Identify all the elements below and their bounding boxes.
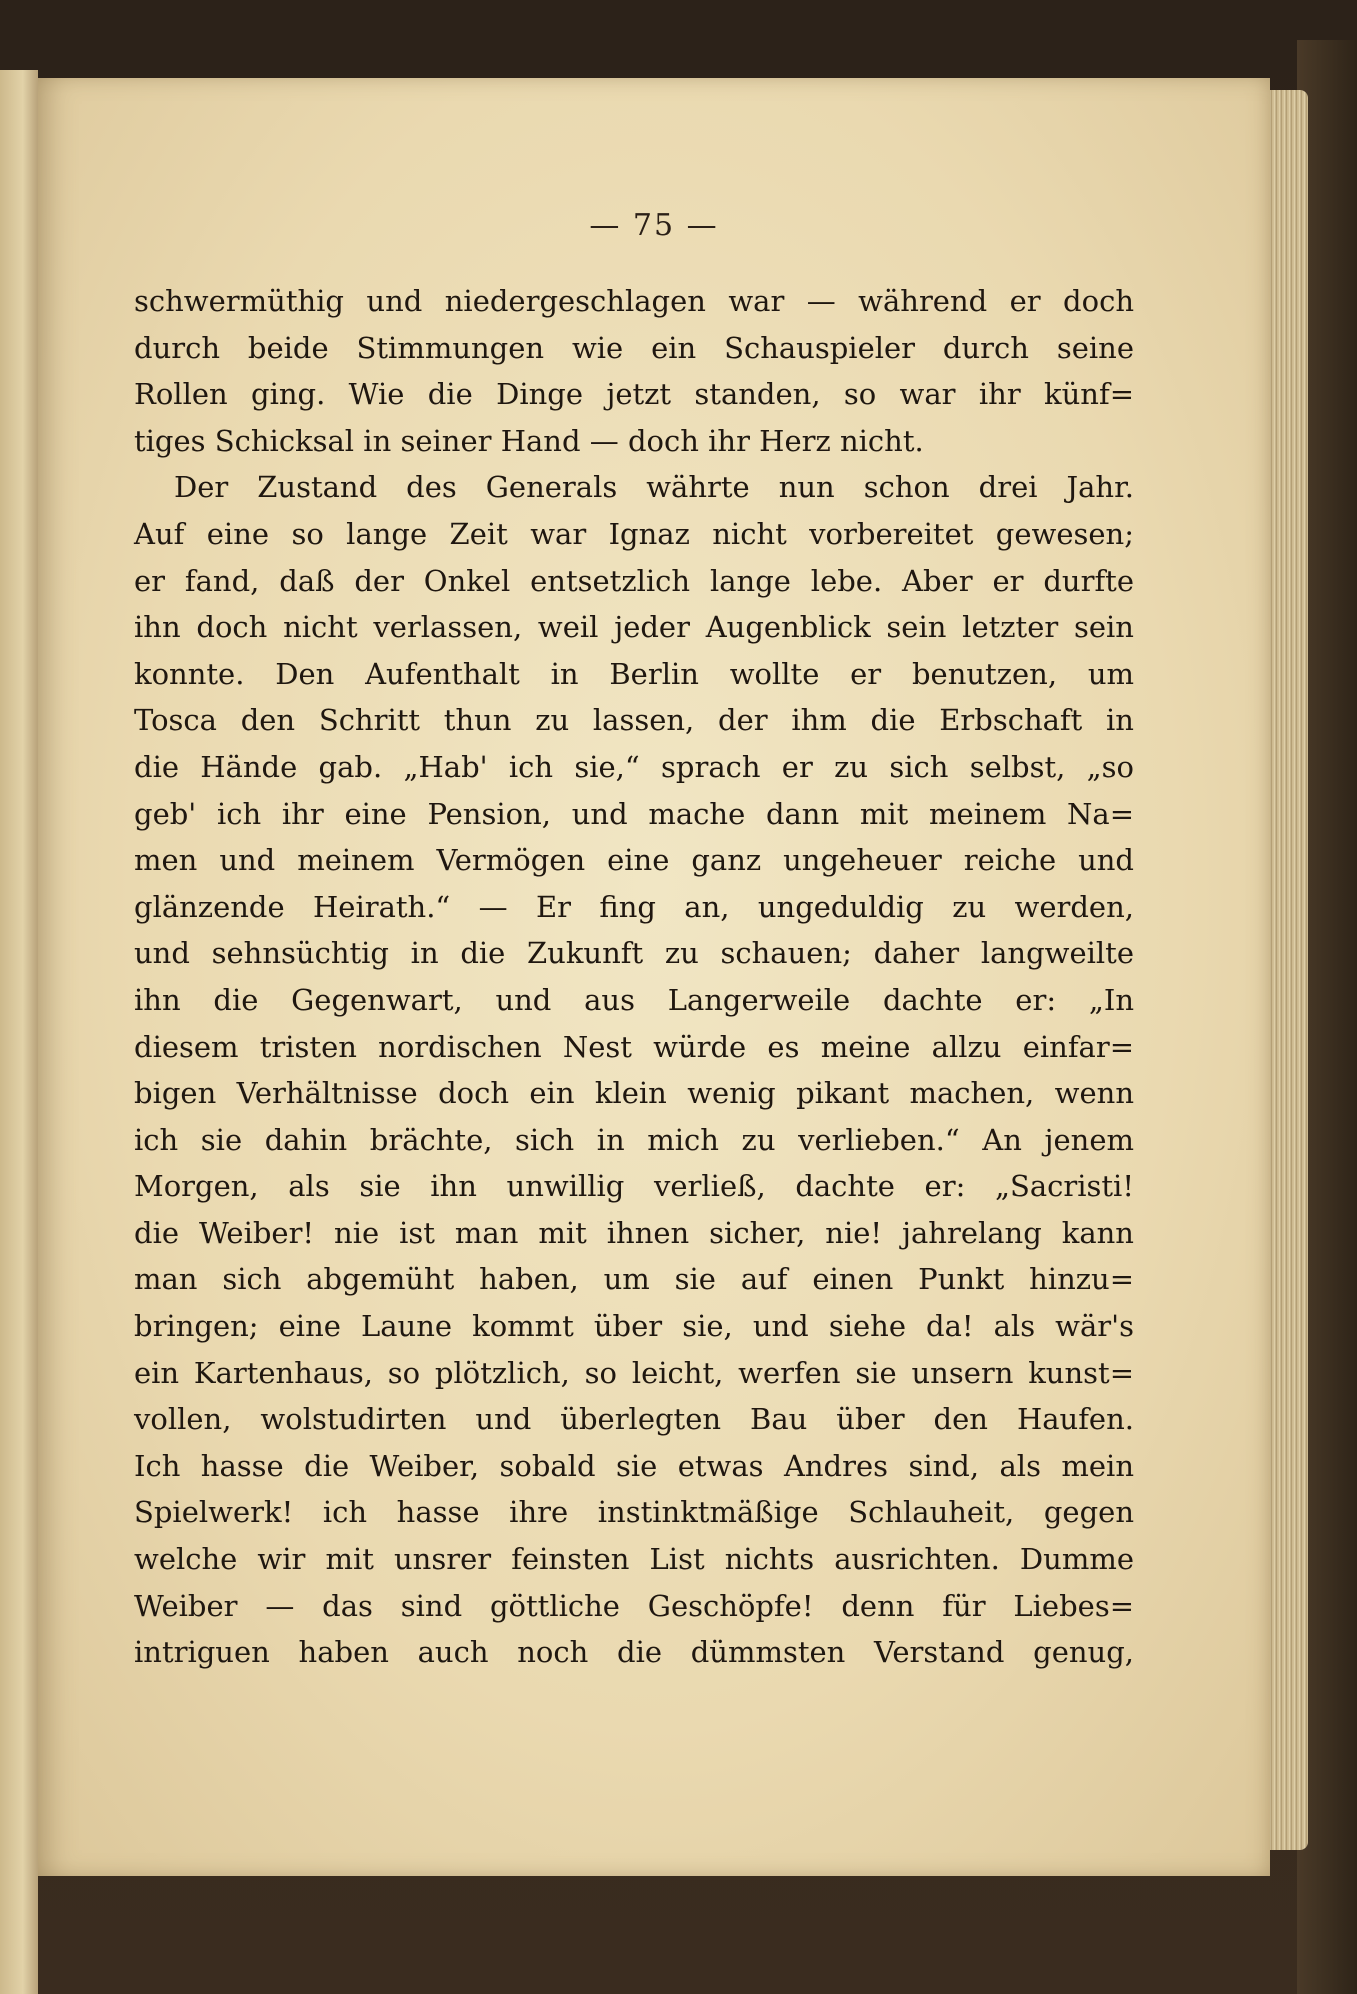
text-line: konnte. Den Aufenthalt in Berlin wollte er benutzen, um xyxy=(134,656,1134,691)
text-line: tiges Schicksal in seiner Hand — doch ihr Herz nicht. xyxy=(134,423,924,458)
book-page xyxy=(38,78,1270,1876)
text-line: die Hände gab. „Hab' ich sie,“ sprach er zu sich selbst, „so xyxy=(134,749,1134,784)
text-line: Auf eine so lange Zeit war Ignaz nicht vorbereitet gewesen; xyxy=(134,516,1134,551)
text-line: Weiber — das sind göttliche Geschöpfe! denn für Liebes= xyxy=(134,1588,1134,1623)
text-line: ich sie dahin brächte, sich in mich zu verlieben.“ An jenem xyxy=(134,1122,1134,1157)
text-line: die Weiber! nie ist man mit ihnen sicher, nie! jahrelang kann xyxy=(134,1215,1134,1250)
text-line: diesem tristen nordischen Nest würde es meine allzu einfar= xyxy=(134,1029,1134,1064)
text-line: bringen; eine Laune kommt über sie, und siehe da! als wär's xyxy=(134,1309,1134,1344)
text-line: Morgen, als sie ihn unwillig verließ, dachte er: „Sacristi! xyxy=(134,1169,1134,1204)
text-line: und sehnsüchtig in die Zukunft zu schauen; daher langweilte xyxy=(134,936,1134,971)
text-line: ein Kartenhaus, so plötzlich, so leicht, werfen sie unsern kunst= xyxy=(134,1355,1134,1390)
text-line: durch beide Stimmungen wie ein Schauspieler durch seine xyxy=(134,330,1134,365)
text-line: Der Zustand des Generals währte nun schon drei Jahr. xyxy=(174,470,1134,505)
page-edges xyxy=(1268,90,1308,1850)
text-line: er fand, daß der Onkel entsetzlich lange lebe. Aber er durfte xyxy=(134,563,1134,598)
text-line: vollen, wolstudirten und überlegten Bau über den Haufen. xyxy=(134,1402,1134,1437)
text-line: bigen Verhältnisse doch ein klein wenig pikant machen, wenn xyxy=(134,1076,1134,1111)
text-line: Spielwerk! ich hasse ihre instinktmäßige Schlauheit, gegen xyxy=(134,1495,1134,1530)
text-line: men und meinem Vermögen eine ganz ungeheuer reiche und xyxy=(134,843,1134,878)
text-line: Ich hasse die Weiber, sobald sie etwas Andres sind, als mein xyxy=(134,1448,1134,1483)
text-line: schwermüthig und niedergeschlagen war — während er doch xyxy=(134,284,1134,318)
body-text xyxy=(134,278,1134,1676)
facing-page-edge xyxy=(0,70,38,1994)
text-line: glänzende Heirath.“ — Er fing an, ungeduldig zu werden, xyxy=(134,889,1134,924)
text-line: welche wir mit unsrer feinsten List nichts ausrichten. Dumme xyxy=(134,1542,1134,1577)
text-line: ihn die Gegenwart, und aus Langerweile dachte er: „In xyxy=(134,982,1134,1017)
text-line: man sich abgemüht haben, um sie auf einen Punkt hinzu= xyxy=(134,1262,1134,1297)
text-line: Rollen ging. Wie die Dinge jetzt standen, so war ihr künf= xyxy=(134,377,1134,412)
page-number: — 75 — xyxy=(589,208,719,243)
text-line: ihn doch nicht verlassen, weil jeder Augenblick sein letzter sein xyxy=(134,610,1134,645)
text-line: geb' ich ihr eine Pension, und mache dann mit meinem Na= xyxy=(134,796,1134,831)
text-line: intriguen haben auch noch die dümmsten Verstand genug, xyxy=(134,1635,1134,1670)
text-line: Tosca den Schritt thun zu lassen, der ihm die Erbschaft in xyxy=(134,703,1134,738)
